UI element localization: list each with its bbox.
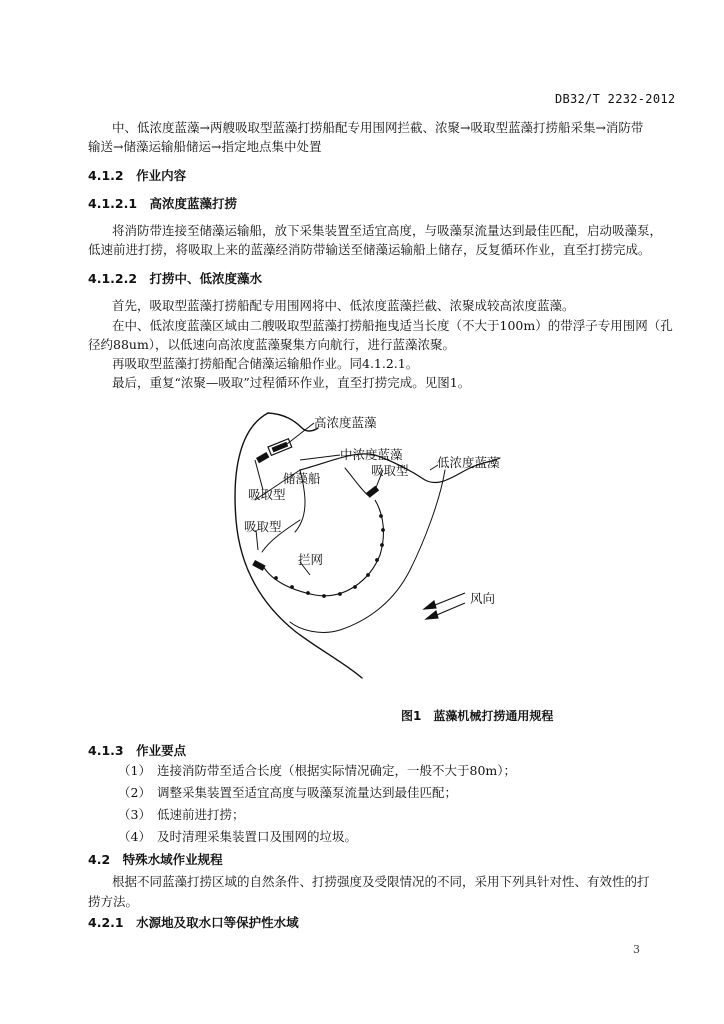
net-float [366, 573, 370, 577]
list-item-number: （4） [118, 829, 151, 844]
figure-caption: 图1 蓝藻机械打捞通用规程 [401, 709, 554, 723]
paragraph-special-waters-line1: 根据不同蓝藻打捞区域的自然条件、打捞强度及受限情况的不同，采用下列具针对性、有效性的打 [112, 874, 650, 889]
net-float [380, 543, 384, 547]
label-wind-direction: 风向 [470, 591, 496, 606]
paragraph-special-waters-line2: 捞方法。 [88, 894, 139, 909]
net-float [375, 558, 379, 562]
section-heading-4-1-3: 4.1.3 作业要点 [88, 743, 187, 758]
list-item-text: 调整采集装置至适宜高度与吸藻泵流量达到最佳匹配； [157, 785, 458, 800]
net-float [290, 585, 294, 589]
paragraph-net-towing-line1: 在中、低浓度蓝藻区域由二艘吸取型蓝藻打捞船拖曳适当长度（不大于100m）的带浮子专用围网（孔 [112, 318, 673, 333]
suction-hose-right [345, 468, 370, 497]
net-float [274, 576, 278, 580]
boom-net-path [262, 500, 383, 596]
net-float [379, 514, 383, 518]
list-item-number: （3） [118, 807, 151, 822]
suction-boat-left [252, 560, 265, 571]
label-high-concentration: 高浓度蓝藻 [314, 415, 377, 430]
list-item-number: （2） [118, 785, 151, 800]
section-heading-4-2-1: 4.2.1 水源地及取水口等保护性水域 [88, 915, 299, 930]
list-item-text: 及时清理采集装置口及围网的垃圾。 [157, 829, 358, 844]
label-mid-concentration: 中浓度蓝藻 [340, 447, 403, 462]
net-float [338, 592, 342, 596]
label-suction-boat-right: 吸取型 [371, 463, 409, 478]
paragraph-cooperation: 再吸取型蓝藻打捞船配合储藻运输船作业。同4.1.2.1。 [112, 356, 419, 371]
label-suction-boat-left: 吸取型 [244, 519, 282, 534]
net-float [306, 591, 310, 595]
list-item-text: 低速前进打捞； [157, 807, 245, 822]
net-float [322, 594, 326, 598]
section-heading-4-1-2-2: 4.1.2.2 打捞中、低浓度藻水 [88, 271, 263, 286]
section-heading-4-2: 4.2 特殊水域作业规程 [88, 852, 223, 867]
net-float [353, 585, 357, 589]
shoreline-top [268, 413, 318, 431]
paragraph-high-concentration-line2: 低速前进打捞，将吸取上来的蓝藻经消防带输送至储藻运输船上储存，反复循环作业，直至打捞完成。 [88, 242, 651, 257]
page-number: 3 [633, 943, 640, 956]
list-item-number: （1） [118, 763, 151, 778]
wind-direction-arrows [424, 593, 465, 619]
paragraph-high-concentration-line1: 将消防带连接至储藻运输船，放下采集装置至适宜高度，与吸藻泵流量达到最佳匹配，启动吸藻泵， [112, 223, 663, 238]
label-suction-boat-top: 吸取型 [248, 487, 286, 502]
paragraph-net-towing-line2: 径约88um），以低速向高浓度蓝藻聚集方向航行，进行蓝藻浓聚。 [88, 337, 456, 352]
section-heading-4-1-2-1: 4.1.2.1 高浓度蓝藻打捞 [88, 196, 238, 211]
storage-boat [268, 439, 292, 456]
suction-boat-top [256, 452, 269, 463]
section-heading-4-1-2: 4.1.2 作业内容 [88, 168, 187, 183]
label-low-concentration: 低浓度蓝藻 [437, 455, 500, 470]
paragraph-first-step: 首先，吸取型蓝藻打捞船配专用围网将中、低浓度蓝藻拦截、浓聚成较高浓度蓝藻。 [112, 298, 575, 313]
net-float [381, 528, 385, 532]
label-boom-net: 拦网 [298, 552, 324, 567]
paragraph-repeat: 最后，重复“浓聚—吸取”过程循环作业，直至打捞完成。见图1。 [112, 375, 471, 390]
document-id-header: DB32/T 2232-2012 [555, 92, 676, 106]
label-storage-boat: 储藻船 [283, 471, 321, 486]
paragraph-process-line1: 中、低浓度蓝藻→两艘吸取型蓝藻打捞船配专用围网拦截、浓聚→吸取型蓝藻打捞船采集→消防带 [112, 120, 644, 135]
paragraph-process-line2: 输送→储藻运输船储运→指定地点集中处置 [88, 139, 322, 154]
list-item-text: 连接消防带至适合长度（根据实际情况确定，一般不大于80m）； [157, 763, 517, 778]
